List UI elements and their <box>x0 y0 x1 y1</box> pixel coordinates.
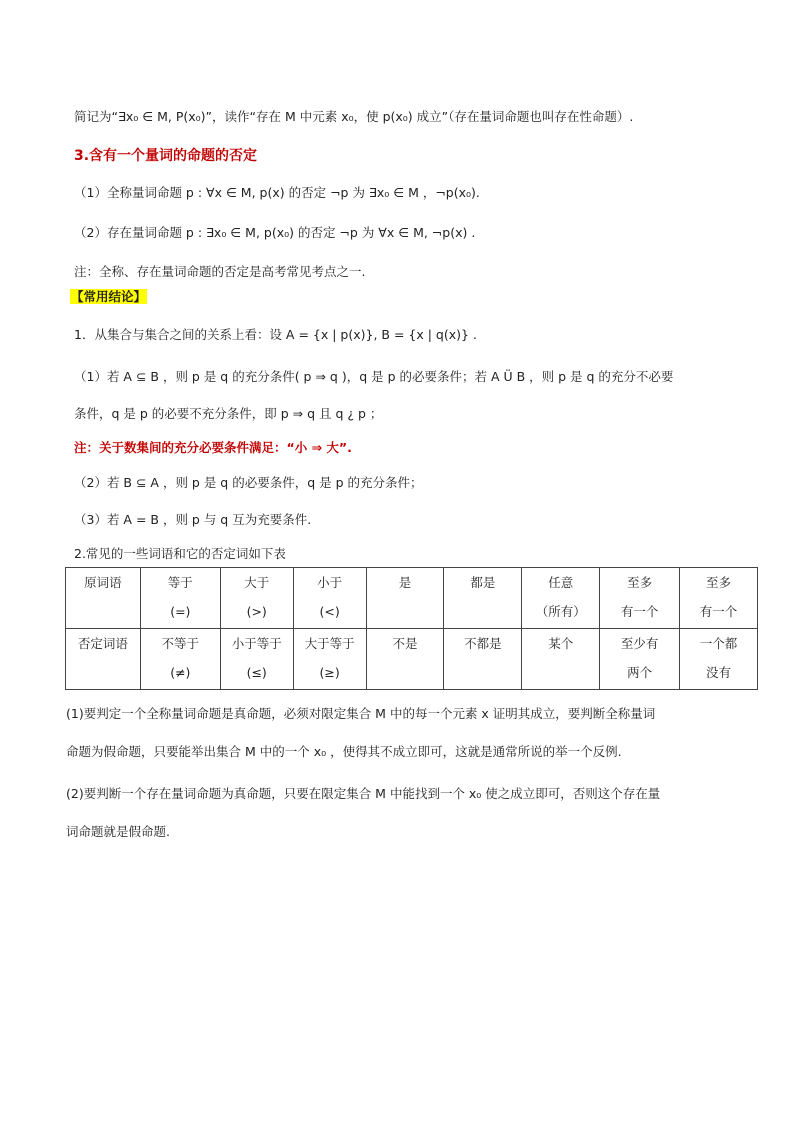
table-cell: 至多 有一个 <box>680 568 758 629</box>
table-cell: 至多 有一个 <box>600 568 680 629</box>
table-row-original <box>66 568 758 629</box>
tag-label: 【常用结论】 <box>71 289 147 304</box>
negation-existential-item: （2）存在量词命题 p : ∃x₀ ∈ M, p(x₀) 的否定 ¬p 为 ∀x ∈ M, ¬p(x) . <box>74 225 476 240</box>
negation-words-table <box>65 567 758 690</box>
table-cell: 不等于 (≠) <box>140 629 220 690</box>
remark-1-line-b: 命题为假命题，只要能举出集合 M 中的一个 x₀ ，使得其不成立即可，这就是通常所说的举一个反例. <box>66 744 622 759</box>
table-cell: 等于 (=) <box>140 568 220 629</box>
conclusion-1-3: （3）若 A = B ，则 p 与 q 互为充要条件. <box>74 512 312 527</box>
conclusion-1-2: （2）若 B ⊆ A ，则 p 是 q 的必要条件，q 是 p 的充分条件； <box>74 475 423 490</box>
table-cell: 大于 (>) <box>220 568 293 629</box>
table-cell: 某个 <box>522 629 600 690</box>
section-3-heading: 3.含有一个量词的命题的否定 <box>74 148 258 164</box>
table-cell: 至少有 两个 <box>600 629 680 690</box>
table-cell: 大于等于 (≥) <box>293 629 366 690</box>
conclusion-1-1-line-a: （1）若 A ⊆ B ，则 p 是 q 的充分条件( p ⇒ q )，q 是 p 的必要条件；若 A Ü B ，则 p 是 q 的充分不必要 <box>74 369 674 384</box>
sufficient-necessary-note: 注：关于数集间的充分必要条件满足：“小 ⇒ 大”. <box>74 440 352 455</box>
conclusion-1: 1．从集合与集合之间的关系上看：设 A = {x | p(x)}, B = {x | q(x)} . <box>74 327 477 342</box>
table-cell: 原词语 <box>66 568 141 629</box>
note-paragraph: 注：全称、存在量词命题的否定是高考常见考点之一. <box>74 264 366 279</box>
remark-2-line-a: (2)要判断一个存在量词命题为真命题，只要在限定集合 M 中能找到一个 x₀ 使之成立即可，否则这个存在量 <box>66 786 661 801</box>
table-cell: 任意 （所有） <box>522 568 600 629</box>
table-cell: 都是 <box>444 568 522 629</box>
negation-universal-item: （1）全称量词命题 p : ∀x ∈ M, p(x) 的否定 ¬p 为 ∃x₀ ∈ M ，¬p(x₀). <box>74 185 480 200</box>
remark-1-line-a: (1)要判定一个全称量词命题是真命题，必须对限定集合 M 中的每一个元素 x 证明其成立，要判断全称量词 <box>66 706 656 721</box>
intro-paragraph: 简记为“∃x₀ ∈ M, P(x₀)”，读作“存在 M 中元素 x₀，使 p(x₀) 成立”（存在量词命题也叫存在性命题）. <box>74 109 634 124</box>
table-cell: 小于等于 (≤) <box>220 629 293 690</box>
table-cell: 不是 <box>366 629 444 690</box>
table-cell: 是 <box>366 568 444 629</box>
table-row-negation <box>66 629 758 690</box>
table-cell: 否定词语 <box>66 629 141 690</box>
table-cell: 小于 (<) <box>293 568 366 629</box>
common-conclusions-tag <box>70 287 147 305</box>
table-cell: 不都是 <box>444 629 522 690</box>
conclusion-1-1-line-b: 条件，q 是 p 的必要不充分条件，即 p ⇒ q 且 q ¿ p ； <box>74 406 383 421</box>
conclusion-2: 2.常见的一些词语和它的否定词如下表 <box>74 546 286 561</box>
remark-2-line-b: 词命题就是假命题. <box>66 824 170 839</box>
table-cell: 一个都 没有 <box>680 629 758 690</box>
